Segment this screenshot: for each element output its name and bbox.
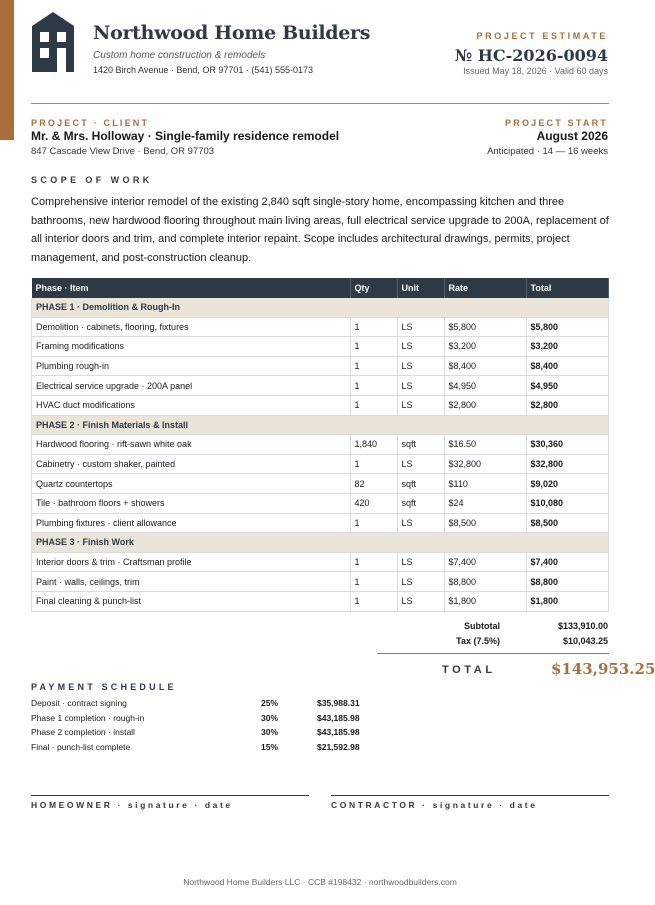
cell-item: HVAC duct modifications: [32, 395, 351, 415]
cell-qty: 1: [350, 337, 397, 357]
footer: Northwood Home Builders LLC · CCB #198432 · northwoodbuilders.com: [183, 877, 457, 887]
table-row: [32, 474, 609, 494]
phase-header-row: [32, 415, 609, 435]
company-name: Northwood Home Builders: [93, 22, 371, 44]
cell-qty: 82: [350, 474, 397, 494]
payment-pct: 25%: [261, 698, 279, 708]
cell-total: $2,800: [526, 395, 609, 415]
cell-rate: $8,500: [444, 513, 526, 533]
table-row: [32, 356, 609, 376]
accent-bar: [0, 0, 14, 140]
table-body: [32, 298, 609, 611]
cell-total: $5,800: [526, 317, 609, 337]
cell-qty: 420: [350, 493, 397, 513]
payment-pct: 15%: [261, 741, 279, 752]
payment-row: [31, 713, 391, 727]
header-total: Total: [526, 278, 609, 298]
company-tagline: Custom home construction & remodels: [93, 50, 266, 61]
cell-unit: LS: [397, 591, 444, 611]
cell-qty: 1: [350, 513, 397, 533]
scope-label: SCOPE OF WORK: [31, 175, 153, 185]
total-divider: [377, 653, 609, 654]
cell-item: Quartz countertops: [32, 474, 351, 494]
cell-qty: 1: [350, 454, 397, 474]
header-qty: Qty: [350, 278, 397, 298]
cell-rate: $8,800: [444, 572, 526, 592]
cell-rate: $5,800: [444, 317, 526, 337]
tax-label: Tax (7.5%): [456, 636, 500, 646]
phase-name: PHASE 2 · Finish Materials & Install: [32, 415, 609, 435]
cell-qty: 1: [350, 591, 397, 611]
cell-unit: LS: [397, 552, 444, 572]
payment-amount: $21,592.98: [317, 741, 360, 752]
cell-rate: $24: [444, 493, 526, 513]
payment-row: [31, 698, 391, 712]
contractor-signature-line[interactable]: [331, 795, 609, 796]
payment-name: Phase 1 completion · rough-in: [31, 712, 145, 723]
table-row: [32, 513, 609, 533]
phase-header-row: [32, 298, 609, 317]
house-logo-icon: [32, 12, 74, 72]
scope-text: Comprehensive interior remodel of the existing 2,840 sqft single-story home, encompassing kitchen and three bathrooms, new hardwood flooring throughout main living areas, full electrical service upgrade to 200A, replacement of all interior doors and trim, and complete interior repaint. Scope includes architectural drawings, permits, project management, and post-construction cleanup.: [31, 196, 609, 264]
cell-item: Final cleaning & punch-list: [32, 591, 351, 611]
project-duration: Anticipated · 14 — 16 weeks: [487, 146, 608, 157]
cell-item: Electrical service upgrade · 200A panel: [32, 376, 351, 396]
table-header-row: [32, 278, 609, 298]
cell-total: $30,360: [526, 435, 609, 455]
cell-unit: sqft: [397, 474, 444, 494]
cell-item: Cabinetry · custom shaker, painted: [32, 454, 351, 474]
cell-unit: LS: [397, 356, 444, 376]
cell-item: Interior doors & trim · Craftsman profile: [32, 552, 351, 572]
phase-header-row: [32, 533, 609, 553]
table-row: [32, 376, 609, 396]
estimate-dates: Issued May 18, 2026 · Valid 60 days: [463, 66, 608, 76]
cell-total: $1,800: [526, 591, 609, 611]
cell-unit: LS: [397, 395, 444, 415]
table-row: [32, 317, 609, 337]
cell-item: Demolition · cabinets, flooring, fixtures: [32, 317, 351, 337]
payment-name: Deposit · contract signing: [31, 698, 127, 708]
cell-total: $10,080: [526, 493, 609, 513]
cell-unit: LS: [397, 376, 444, 396]
table-row: [32, 591, 609, 611]
cell-rate: $4,950: [444, 376, 526, 396]
project-address: 847 Cascade View Drive · Bend, OR 97703: [31, 146, 215, 157]
payment-amount: $35,988.31: [317, 698, 360, 708]
cell-unit: LS: [397, 572, 444, 592]
cell-rate: $16.50: [444, 435, 526, 455]
cell-rate: $110: [444, 474, 526, 494]
cell-total: $8,800: [526, 572, 609, 592]
cell-rate: $32,800: [444, 454, 526, 474]
estimate-label: PROJECT ESTIMATE: [476, 31, 608, 41]
cell-total: $3,200: [526, 337, 609, 357]
project-title: Mr. & Mrs. Holloway · Single-family residence remodel: [31, 129, 340, 143]
payment-row: [31, 742, 391, 756]
header-unit: Unit: [397, 278, 444, 298]
cell-qty: 1: [350, 317, 397, 337]
header-divider: [31, 103, 609, 104]
company-address: 1420 Birch Avenue · Bend, OR 97701 · (541) 555-0173: [93, 65, 313, 75]
cell-unit: LS: [397, 454, 444, 474]
total-value: $143,953.25: [551, 660, 655, 678]
cell-item: Paint · walls, ceilings, trim: [32, 572, 351, 592]
cell-unit: LS: [397, 317, 444, 337]
cell-rate: $3,200: [444, 337, 526, 357]
cell-item: Plumbing fixtures · client allowance: [32, 513, 351, 533]
table-row: [32, 435, 609, 455]
phase-name: PHASE 3 · Finish Work: [32, 533, 609, 553]
cell-total: $4,950: [526, 376, 609, 396]
cell-item: Tile · bathroom floors + showers: [32, 493, 351, 513]
cell-total: $7,400: [526, 552, 609, 572]
project-client-label: PROJECT · CLIENT: [31, 118, 150, 128]
contractor-signature-label: CONTRACTOR · signature · date: [331, 800, 538, 810]
payment-row: [31, 727, 391, 741]
cell-qty: 1: [350, 552, 397, 572]
cell-rate: $7,400: [444, 552, 526, 572]
cell-item: Hardwood flooring · rift-sawn white oak: [32, 435, 351, 455]
cell-unit: LS: [397, 337, 444, 357]
table-row: [32, 552, 609, 572]
estimate-number: № HC-2026-0094: [454, 46, 608, 65]
cell-unit: sqft: [397, 493, 444, 513]
line-items-table: [31, 278, 609, 612]
table-row: [32, 337, 609, 357]
payment-schedule-label: PAYMENT SCHEDULE: [31, 682, 177, 692]
table-row: [32, 395, 609, 415]
cell-unit: sqft: [397, 435, 444, 455]
payment-amount: $43,185.98: [317, 712, 360, 723]
cell-qty: 1: [350, 395, 397, 415]
payment-pct: 30%: [261, 712, 279, 723]
cell-qty: 1: [350, 356, 397, 376]
cell-qty: 1,840: [350, 435, 397, 455]
project-start-label: PROJECT START: [505, 118, 608, 128]
tax-value: $10,043.25: [562, 636, 608, 646]
cell-item: Plumbing rough-in: [32, 356, 351, 376]
cell-item: Framing modifications: [32, 337, 351, 357]
cell-rate: $1,800: [444, 591, 526, 611]
table-row: [32, 493, 609, 513]
cell-total: $8,400: [526, 356, 609, 376]
table-row: [32, 572, 609, 592]
payment-pct: 30%: [261, 727, 279, 737]
header-item: Phase · Item: [32, 278, 351, 298]
payment-amount: $43,185.98: [317, 727, 360, 737]
payment-name: Phase 2 completion · install: [31, 727, 135, 737]
total-label: TOTAL: [442, 664, 496, 676]
cell-unit: LS: [397, 513, 444, 533]
table-row: [32, 454, 609, 474]
cell-rate: $2,800: [444, 395, 526, 415]
cell-rate: $8,400: [444, 356, 526, 376]
cell-qty: 1: [350, 376, 397, 396]
subtotal-value: $133,910.00: [557, 621, 608, 631]
subtotal-label: Subtotal: [464, 621, 500, 631]
project-start-date: August 2026: [536, 129, 608, 143]
cell-total: $32,800: [526, 454, 609, 474]
cell-total: $9,020: [526, 474, 609, 494]
header-rate: Rate: [444, 278, 526, 298]
homeowner-signature-line[interactable]: [31, 795, 309, 796]
homeowner-signature-label: HOMEOWNER · signature · date: [31, 800, 233, 810]
cell-qty: 1: [350, 572, 397, 592]
payment-name: Final · punch-list complete: [31, 741, 131, 752]
phase-name: PHASE 1 · Demolition & Rough-In: [32, 298, 609, 317]
cell-total: $8,500: [526, 513, 609, 533]
